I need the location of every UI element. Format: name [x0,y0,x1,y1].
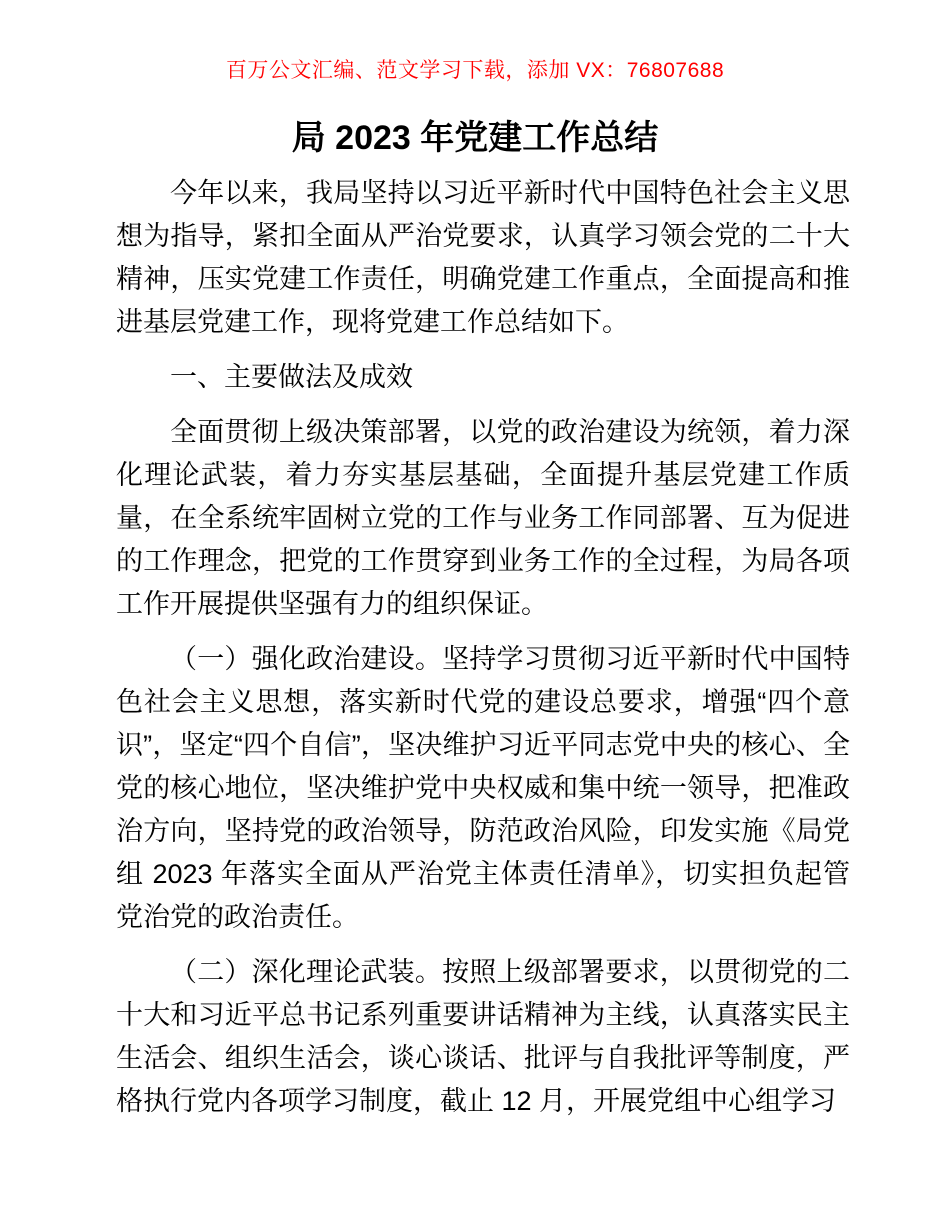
document-body [0,172,950,1123]
paragraph-subsection-2: （二）深化理论武装。按照上级部署要求，以贯彻党的二十大和习近平总书记系列重要讲话精神为主线，认真落实民主生活会、组织生活会，谈心谈话、批评与自我批评等制度，严格执行党内各项学习制度，截止 12 月，开展党组中心组学习 [116,957,850,1116]
promo-notice: 百万公文汇编、范文学习下载，添加 VX：76807688 [225,59,725,82]
document-title: 局 2023 年党建工作总结 [291,119,659,157]
paragraph-subsection-1: （一）强化政治建设。坚持学习贯彻习近平新时代中国特色社会主义思想，落实新时代党的建设总要求，增强“四个意识”，坚定“四个自信”，坚决维护习近平同志党中央的核心、全党的核心地位，坚决维护党中央权威和集中统一领导，把准政治方向，坚持党的政治领导，防范政治风险，印发实施《局党组 2023 年落实全面从严治党主体责任清单》，切实担负起管党治党的政治责任。 [116,644,850,932]
section-heading-1: 一、主要做法及成效 [170,362,413,392]
paragraph-overview: 全面贯彻上级决策部署，以党的政治建设为统领，着力深化理论武装，着力夯实基层基础，全面提升基层党建工作质量，在全系统牢固树立党的工作与业务工作同部署、互为促进的工作理念，把党的工作贯穿到业务工作的全过程，为局各项工作开展提供坚强有力的组织保证。 [116,417,850,619]
paragraph-intro: 今年以来，我局坚持以习近平新时代中国特色社会主义思想为指导，紧扣全面从严治党要求，认真学习领会党的二十大精神，压实党建工作责任，明确党建工作重点，全面提高和推进基层党建工作，现将党建工作总结如下。 [116,178,850,337]
